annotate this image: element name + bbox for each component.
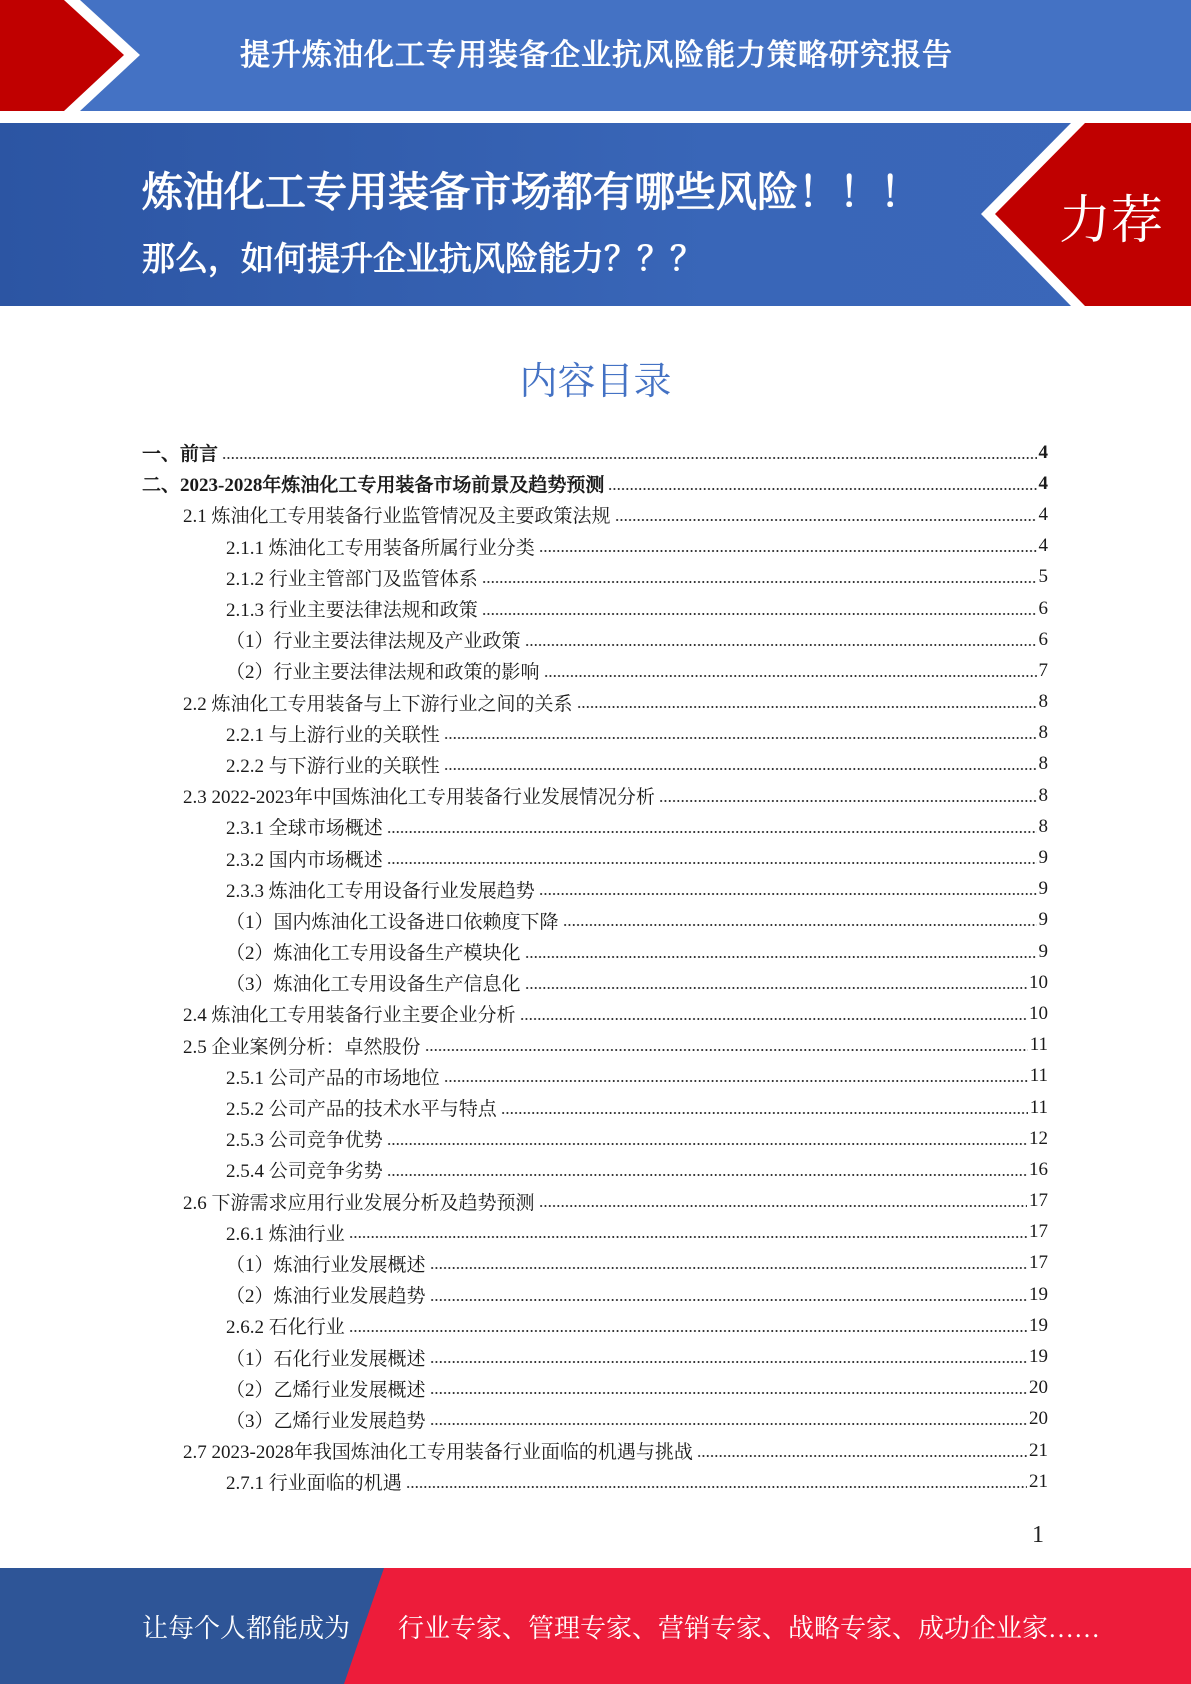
toc-entry[interactable] xyxy=(142,1030,1048,1061)
toc-entry-title: （2）乙烯行业发展概述 xyxy=(226,1379,426,1401)
toc-entry[interactable] xyxy=(142,593,1048,624)
red-arrow-decoration xyxy=(0,0,160,111)
toc-dot-leader xyxy=(444,1080,1028,1082)
table-of-contents xyxy=(142,437,1048,1497)
toc-dot-leader xyxy=(430,1267,1027,1269)
toc-entry-page: 8 xyxy=(1038,815,1048,837)
toc-entry-title: （1）石化行业发展概述 xyxy=(226,1348,426,1370)
toc-entry-page: 5 xyxy=(1038,566,1048,588)
toc-entry[interactable] xyxy=(142,1279,1048,1310)
toc-dot-leader xyxy=(563,924,1037,926)
toc-entry-title: （2）炼油行业发展趋势 xyxy=(226,1286,426,1308)
toc-entry-page: 6 xyxy=(1038,628,1048,650)
toc-entry-title: （1）国内炼油化工设备进口依赖度下降 xyxy=(226,911,559,933)
toc-dot-leader xyxy=(608,488,1036,490)
toc-dot-leader xyxy=(349,1330,1027,1332)
toc-dot-leader xyxy=(222,457,1036,459)
toc-entry-page: 9 xyxy=(1038,847,1048,869)
toc-entry-page: 19 xyxy=(1029,1283,1048,1305)
toc-entry-title: 2.1 炼油化工专用装备行业监管情况及主要政策法规 xyxy=(183,506,611,528)
toc-entry[interactable] xyxy=(142,1186,1048,1217)
toc-dot-leader xyxy=(615,519,1037,521)
toc-entry-page: 19 xyxy=(1029,1346,1048,1368)
toc-dot-leader xyxy=(577,706,1037,708)
toc-entry[interactable] xyxy=(142,1123,1048,1154)
toc-entry-title: （2）炼油化工专用设备生产模块化 xyxy=(226,943,521,965)
toc-entry[interactable] xyxy=(142,687,1048,718)
toc-entry-title: 2.2.1 与上游行业的关联性 xyxy=(226,724,440,746)
toc-entry[interactable] xyxy=(142,531,1048,562)
toc-entry[interactable] xyxy=(142,562,1048,593)
toc-entry[interactable] xyxy=(142,874,1048,905)
toc-dot-leader xyxy=(525,956,1037,958)
toc-entry-title: 2.6.1 炼油行业 xyxy=(226,1223,345,1245)
page-number: 1 xyxy=(1032,1522,1044,1548)
toc-entry[interactable] xyxy=(142,1248,1048,1279)
toc-entry-page: 21 xyxy=(1029,1470,1048,1492)
toc-entry-page: 6 xyxy=(1038,597,1048,619)
toc-entry[interactable] xyxy=(142,1341,1048,1372)
toc-entry-title: 2.4 炼油化工专用装备行业主要企业分析 xyxy=(183,1005,516,1027)
hero-headline: 炼油化工专用装备市场都有哪些风险！！！ xyxy=(142,168,921,216)
toc-entry[interactable] xyxy=(142,998,1048,1029)
toc-entry[interactable] xyxy=(142,749,1048,780)
toc-entry-title: 2.5.2 公司产品的技术水平与特点 xyxy=(226,1099,497,1121)
toc-dot-leader xyxy=(349,1236,1027,1238)
toc-entry-page: 10 xyxy=(1029,971,1048,993)
toc-entry-page: 8 xyxy=(1038,784,1048,806)
toc-entry-page: 11 xyxy=(1029,1034,1048,1056)
footer-slogan-right: 行业专家、管理专家、营销专家、战略专家、成功企业家…… xyxy=(398,1614,1101,1643)
toc-entry-page: 21 xyxy=(1029,1439,1048,1461)
toc-dot-leader xyxy=(525,987,1027,989)
toc-dot-leader xyxy=(444,737,1037,739)
toc-entry-title: （2）行业主要法律法规和政策的影响 xyxy=(226,662,540,684)
toc-entry[interactable] xyxy=(142,936,1048,967)
toc-dot-leader xyxy=(482,613,1037,615)
toc-dot-leader xyxy=(544,675,1037,677)
toc-dot-leader xyxy=(387,1143,1027,1145)
toc-entry-title: 2.3.1 全球市场概述 xyxy=(226,818,383,840)
toc-entry-page: 9 xyxy=(1038,940,1048,962)
toc-entry-title: 2.5.3 公司竞争优势 xyxy=(226,1130,383,1152)
toc-entry-page: 4 xyxy=(1038,472,1048,494)
toc-dot-leader xyxy=(539,550,1037,552)
toc-dot-leader xyxy=(697,1455,1027,1457)
toc-entry-title: 2.1.3 行业主要法律法规和政策 xyxy=(226,600,478,622)
toc-dot-leader xyxy=(430,1423,1027,1425)
toc-entry-title: 2.6.2 石化行业 xyxy=(226,1317,345,1339)
toc-entry[interactable] xyxy=(142,967,1048,998)
toc-entry-page: 20 xyxy=(1029,1408,1048,1430)
toc-dot-leader xyxy=(387,831,1037,833)
toc-entry-page: 17 xyxy=(1029,1252,1048,1274)
toc-entry[interactable] xyxy=(142,1061,1048,1092)
toc-entry-page: 4 xyxy=(1038,535,1048,557)
toc-entry-page: 20 xyxy=(1029,1377,1048,1399)
toc-entry[interactable] xyxy=(142,624,1048,655)
toc-entry[interactable] xyxy=(142,1092,1048,1123)
toc-entry-title: 2.5.1 公司产品的市场地位 xyxy=(226,1067,440,1089)
toc-dot-leader xyxy=(482,581,1037,583)
toc-entry[interactable] xyxy=(142,905,1048,936)
toc-entry-page: 17 xyxy=(1029,1190,1048,1212)
toc-entry[interactable] xyxy=(142,468,1048,499)
toc-dot-leader xyxy=(659,800,1037,802)
toc-dot-leader xyxy=(520,1018,1027,1020)
toc-dot-leader xyxy=(387,862,1037,864)
toc-entry[interactable] xyxy=(142,437,1048,468)
toc-entry-title: （1）炼油行业发展概述 xyxy=(226,1254,426,1276)
toc-dot-leader xyxy=(430,1361,1027,1363)
toc-entry[interactable] xyxy=(142,718,1048,749)
toc-dot-leader xyxy=(539,893,1037,895)
toc-entry-title: 一、前言 xyxy=(142,444,219,466)
toc-entry[interactable] xyxy=(142,499,1048,530)
toc-entry-page: 9 xyxy=(1038,878,1048,900)
hero-subheadline: 那么，如何提升企业抗风险能力？？？ xyxy=(142,239,703,278)
toc-dot-leader xyxy=(430,1392,1027,1394)
toc-entry-page: 19 xyxy=(1029,1314,1048,1336)
toc-entry-page: 11 xyxy=(1029,1096,1048,1118)
toc-dot-leader xyxy=(525,644,1037,646)
toc-entry-title: （3）乙烯行业发展趋势 xyxy=(226,1410,426,1432)
toc-entry-title: 2.2 炼油化工专用装备与上下游行业之间的关系 xyxy=(183,693,573,715)
report-title: 提升炼油化工专用装备企业抗风险能力策略研究报告 xyxy=(240,38,953,73)
toc-entry-title: 二、2023-2028年炼油化工专用装备市场前景及趋势预测 xyxy=(142,475,605,497)
toc-entry[interactable] xyxy=(142,811,1048,842)
toc-title: 内容目录 xyxy=(519,359,672,403)
toc-entry-title: 2.7 2023-2028年我国炼油化工专用装备行业面临的机遇与挑战 xyxy=(183,1442,693,1464)
top-banner xyxy=(0,0,1191,111)
toc-entry[interactable] xyxy=(142,1404,1048,1435)
toc-entry-title: 2.6 下游需求应用行业发展分析及趋势预测 xyxy=(183,1192,535,1214)
toc-dot-leader xyxy=(539,1205,1027,1207)
toc-entry-page: 8 xyxy=(1038,722,1048,744)
toc-dot-leader xyxy=(430,1299,1027,1301)
toc-entry[interactable] xyxy=(142,1310,1048,1341)
toc-dot-leader xyxy=(444,768,1037,770)
toc-entry-title: 2.7.1 行业面临的机遇 xyxy=(226,1473,402,1495)
toc-entry-title: 2.3.3 炼油化工专用设备行业发展趋势 xyxy=(226,880,535,902)
toc-entry-page: 16 xyxy=(1029,1158,1048,1180)
toc-entry[interactable] xyxy=(142,842,1048,873)
toc-entry[interactable] xyxy=(142,1435,1048,1466)
toc-dot-leader xyxy=(387,1174,1027,1176)
toc-entry-page: 8 xyxy=(1038,691,1048,713)
toc-entry-page: 17 xyxy=(1029,1221,1048,1243)
toc-entry-title: （1）行业主要法律法规及产业政策 xyxy=(226,631,521,653)
toc-entry[interactable] xyxy=(142,1466,1048,1497)
toc-entry-title: 2.5.4 公司竞争劣势 xyxy=(226,1161,383,1183)
footer xyxy=(0,1568,1191,1684)
toc-entry-title: 2.2.2 与下游行业的关联性 xyxy=(226,755,440,777)
toc-entry-page: 10 xyxy=(1029,1002,1048,1024)
toc-entry-title: 2.3.2 国内市场概述 xyxy=(226,849,383,871)
toc-entry[interactable] xyxy=(142,1154,1048,1185)
toc-entry-page: 11 xyxy=(1029,1065,1048,1087)
toc-entry-page: 8 xyxy=(1038,753,1048,775)
toc-entry-title: （3）炼油化工专用设备生产信息化 xyxy=(226,974,521,996)
toc-entry-title: 2.5 企业案例分析：卓然股份 xyxy=(183,1036,421,1058)
toc-entry-title: 2.3 2022-2023年中国炼油化工专用装备行业发展情况分析 xyxy=(183,787,655,809)
toc-entry-page: 4 xyxy=(1038,503,1048,525)
toc-entry-page: 4 xyxy=(1038,441,1048,463)
recommend-badge: 力荐 xyxy=(1058,191,1163,251)
toc-entry-title: 2.1.2 行业主管部门及监管体系 xyxy=(226,568,478,590)
toc-entry[interactable] xyxy=(142,780,1048,811)
toc-dot-leader xyxy=(501,1112,1028,1114)
toc-entry-page: 7 xyxy=(1038,659,1048,681)
toc-dot-leader xyxy=(406,1486,1027,1488)
hero-banner xyxy=(0,123,1191,306)
toc-entry[interactable] xyxy=(142,1217,1048,1248)
toc-entry-page: 9 xyxy=(1038,909,1048,931)
toc-entry[interactable] xyxy=(142,1373,1048,1404)
toc-dot-leader xyxy=(425,1049,1028,1051)
toc-entry-page: 12 xyxy=(1029,1127,1048,1149)
footer-slogan-left: 让每个人都能成为 xyxy=(142,1614,351,1643)
toc-entry[interactable] xyxy=(142,655,1048,686)
toc-entry-title: 2.1.1 炼油化工专用装备所属行业分类 xyxy=(226,537,535,559)
